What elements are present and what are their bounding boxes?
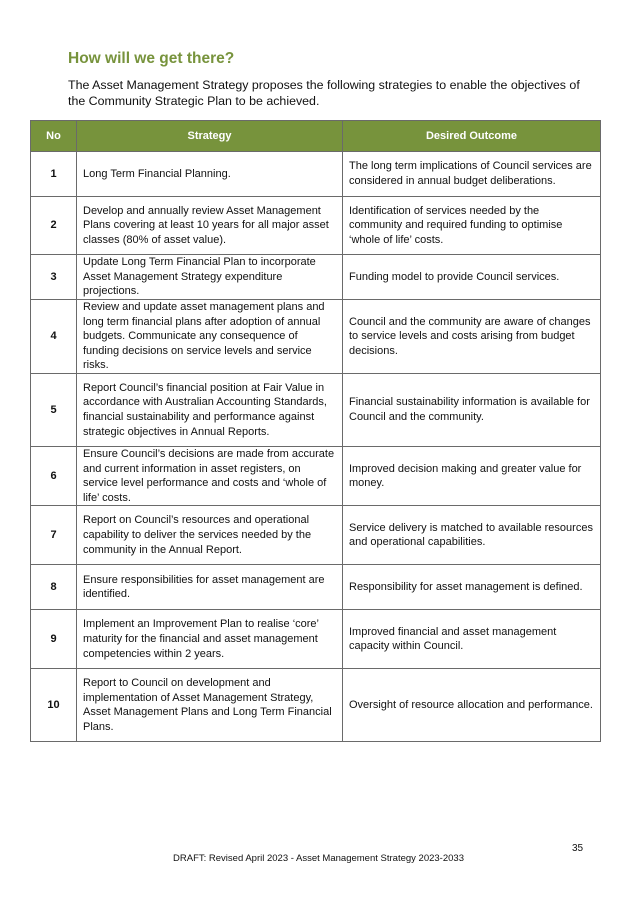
table-row xyxy=(31,152,601,197)
table-row xyxy=(31,255,601,300)
row-number: 3 xyxy=(31,255,77,300)
row-outcome: The long term implications of Council services are considered in annual budget deliberations. xyxy=(343,152,601,197)
row-strategy: Long Term Financial Planning. xyxy=(77,152,343,197)
row-number: 7 xyxy=(31,506,77,565)
header-strategy: Strategy xyxy=(77,121,343,152)
section-heading: How will we get there? xyxy=(68,50,235,67)
row-outcome: Funding model to provide Council services. xyxy=(343,255,601,300)
table-row xyxy=(31,373,601,446)
row-number: 5 xyxy=(31,373,77,446)
table-row xyxy=(31,446,601,505)
row-strategy: Report to Council on development and implementation of Asset Management Strategy, Asset Management Plans and Long Term Financial Plans. xyxy=(77,669,343,742)
row-number: 6 xyxy=(31,446,77,505)
table-row xyxy=(31,506,601,565)
row-strategy: Report on Council’s resources and operational capability to deliver the services needed by the community in the Annual Report. xyxy=(77,506,343,565)
table-row xyxy=(31,610,601,669)
row-number: 10 xyxy=(31,669,77,742)
row-outcome: Improved decision making and greater value for money. xyxy=(343,446,601,505)
header-desired-outcome: Desired Outcome xyxy=(343,121,601,152)
header-no: No xyxy=(31,121,77,152)
row-number: 4 xyxy=(31,300,77,374)
strategy-table xyxy=(30,120,601,742)
row-number: 9 xyxy=(31,610,77,669)
row-strategy: Implement an Improvement Plan to realise ‘core’ maturity for the financial and asset management competencies within 2 years. xyxy=(77,610,343,669)
row-strategy: Ensure Council’s decisions are made from accurate and current information in asset registers, on service level performance and costs and ‘whole of life’ costs. xyxy=(77,446,343,505)
table-row xyxy=(31,197,601,255)
intro-paragraph: The Asset Management Strategy proposes the following strategies to enable the objectives of the Community Strategic Plan to be achieved. xyxy=(68,78,580,108)
row-outcome: Responsibility for asset management is defined. xyxy=(343,565,601,610)
row-strategy: Report Council’s financial position at Fair Value in accordance with Australian Accounting Standards, financial sustainability and performance against strategic objectives in Annual Reports. xyxy=(77,373,343,446)
table-row xyxy=(31,300,601,374)
row-outcome: Oversight of resource allocation and performance. xyxy=(343,669,601,742)
row-number: 8 xyxy=(31,565,77,610)
row-number: 2 xyxy=(31,197,77,255)
row-outcome: Improved financial and asset management capacity within Council. xyxy=(343,610,601,669)
row-outcome: Identification of services needed by the community and required funding to optimise ‘whole of life’ costs. xyxy=(343,197,601,255)
row-outcome: Financial sustainability information is available for Council and the community. xyxy=(343,373,601,446)
table-row xyxy=(31,669,601,742)
table-header-row xyxy=(31,121,601,152)
row-strategy: Ensure responsibilities for asset management are identified. xyxy=(77,565,343,610)
row-strategy: Develop and annually review Asset Management Plans covering at least 10 years for all major asset classes (80% of asset value). xyxy=(77,197,343,255)
row-strategy: Review and update asset management plans and long term financial plans after adoption of annual budgets. Communicate any consequence of funding decisions on service levels and service risks. xyxy=(77,300,343,374)
row-outcome: Service delivery is matched to available resources and operational capabilities. xyxy=(343,506,601,565)
page-number: 35 xyxy=(572,843,584,854)
table-row xyxy=(31,565,601,610)
page-footer: DRAFT: Revised April 2023 - Asset Management Strategy 2023-2033 xyxy=(173,853,464,864)
row-strategy: Update Long Term Financial Plan to incorporate Asset Management Strategy expenditure projections. xyxy=(77,255,343,300)
row-outcome: Council and the community are aware of changes to service levels and costs arising from budget decisions. xyxy=(343,300,601,374)
row-number: 1 xyxy=(31,152,77,197)
